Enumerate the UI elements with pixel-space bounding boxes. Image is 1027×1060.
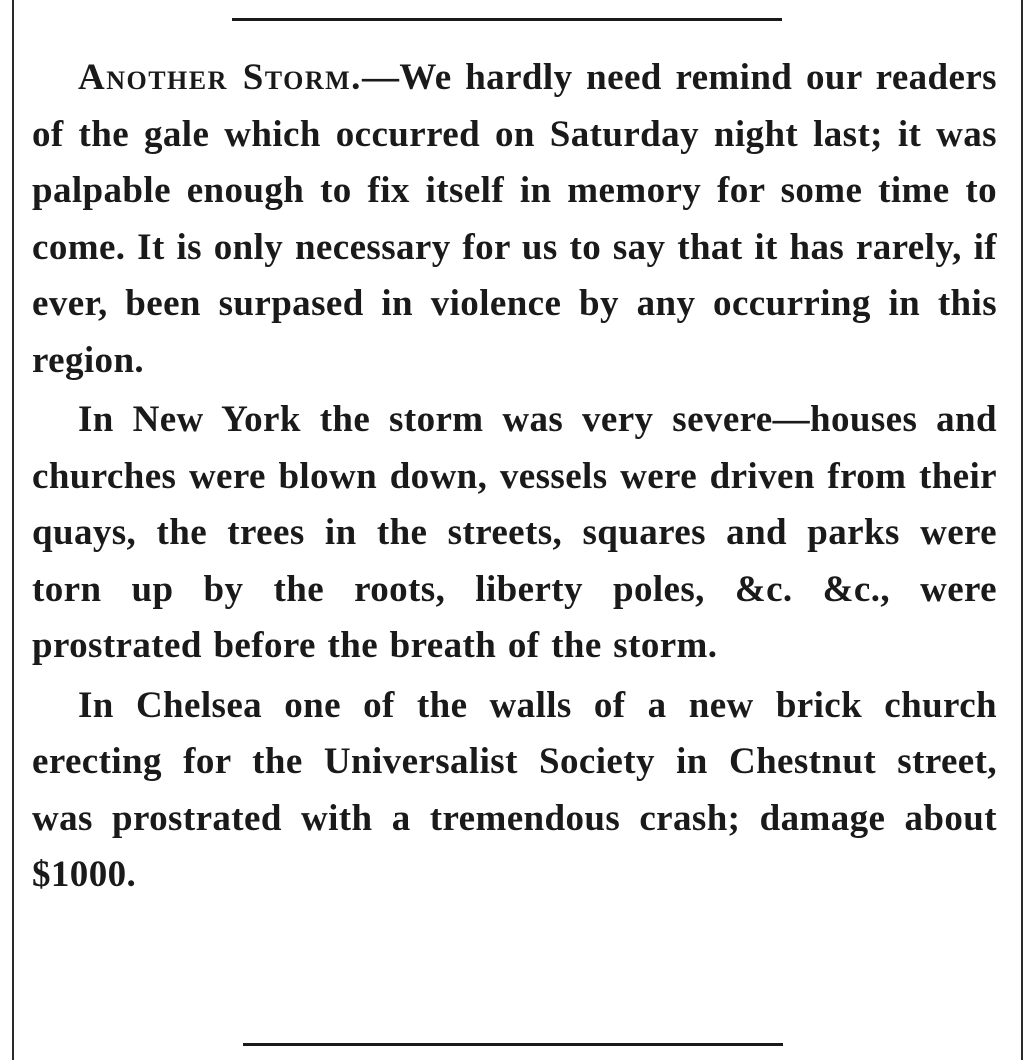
bottom-rule (243, 1043, 783, 1046)
article-paragraph-1 (32, 50, 997, 389)
news-article (32, 50, 997, 904)
article-paragraph-3 (32, 678, 997, 904)
top-rule (232, 18, 782, 21)
article-headline: Another Storm. (78, 57, 362, 98)
article-paragraph-2-text: In New York the storm was very severe—houses and churches were blown down, vessels were driven from their quays, the trees in the streets, squares and parks were torn up by the roots, liberty poles, &c. &c., were prostrated before the breath of the storm. (32, 399, 997, 666)
column-border-left (12, 0, 14, 1060)
article-paragraph-1-text: —We hardly need remind our readers of the gale which occurred on Saturday night last; it was palpable enough to fix itself in memory for some time to come. It is only necessary for us to say that it has rarely, if ever, been surpased in violence by any occurring in this region. (32, 57, 997, 381)
column-border-right (1021, 0, 1023, 1060)
article-paragraph-2 (32, 392, 997, 675)
article-paragraph-3-text: In Chelsea one of the walls of a new brick church erecting for the Universalist Society in Chestnut street, was prostrated with a tremendous crash; damage about $1000. (32, 684, 997, 895)
